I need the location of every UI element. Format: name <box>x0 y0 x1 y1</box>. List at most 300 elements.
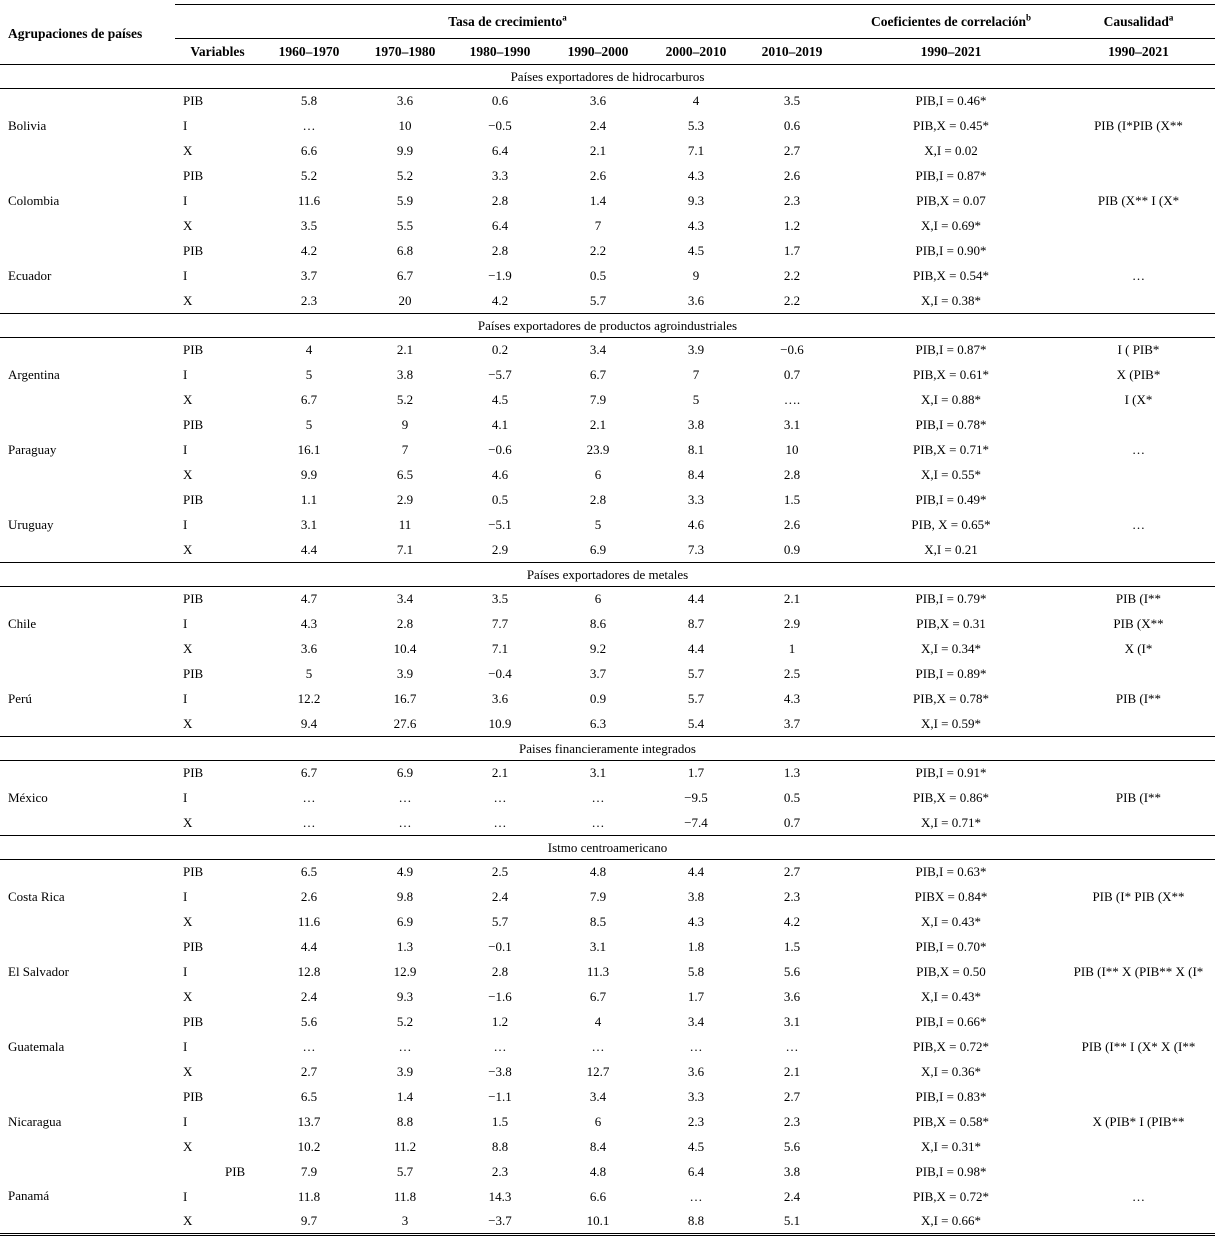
causality-value <box>1062 712 1215 737</box>
growth-value: 2.1 <box>783 591 801 607</box>
growth-value: 0.7 <box>783 367 801 382</box>
growth-value: 3.8 <box>783 1164 801 1179</box>
causality-value: I (X* <box>1124 392 1153 407</box>
growth-value: 6.7 <box>300 392 318 407</box>
growth-value: 14.3 <box>488 1189 512 1204</box>
correlation-value: PIB,X = 0.78* <box>913 691 989 706</box>
correlation-value: PIB,I = 0.63* <box>915 864 987 880</box>
data-row <box>0 1110 1215 1135</box>
variable-cell: PIB <box>225 1164 246 1179</box>
data-row <box>0 612 1215 637</box>
column-header-countries: Agrupaciones de países <box>8 26 143 42</box>
correlation-value: PIB,X = 0.50 <box>916 964 986 979</box>
correlation-value: PIB,X = 0.61* <box>913 367 989 382</box>
growth-value: 5.2 <box>396 1014 414 1029</box>
causality-value <box>1062 164 1215 189</box>
correlation-value: PIB,X = 0.86* <box>913 790 989 805</box>
growth-value: 8.6 <box>589 616 607 631</box>
growth-value: 5.5 <box>396 218 414 233</box>
variable-cell: X <box>183 914 193 929</box>
section-title: Países exportadores de hidrocarburos <box>0 65 1215 89</box>
growth-value: 9 <box>401 417 409 432</box>
growth-value: 5.9 <box>396 193 414 208</box>
growth-value: 7.9 <box>589 889 607 904</box>
growth-value: 5.8 <box>687 964 705 979</box>
correlation-value: PIB,X = 0.72* <box>913 1039 989 1054</box>
growth-value: … <box>785 1039 799 1054</box>
growth-value: 1.2 <box>783 218 801 233</box>
growth-value: 7.1 <box>491 641 509 656</box>
growth-value: 2.9 <box>491 541 509 557</box>
growth-value: 5.2 <box>396 392 414 407</box>
growth-value: 3.7 <box>783 715 801 731</box>
growth-value: 6 <box>594 467 602 482</box>
growth-value: 6.9 <box>589 541 607 557</box>
causality-value <box>1062 239 1215 264</box>
causality-value <box>1062 139 1215 164</box>
growth-value: 5.8 <box>300 93 318 109</box>
country-name: Colombia <box>8 193 60 208</box>
causality-value: I ( PIB* <box>1117 342 1160 358</box>
growth-value: 3.3 <box>687 1089 705 1104</box>
growth-value: 10.4 <box>393 641 417 656</box>
growth-value: 6 <box>594 1114 602 1129</box>
correlation-value: X,I = 0.88* <box>920 392 982 407</box>
data-row <box>0 214 1215 239</box>
growth-value: 3.4 <box>589 342 607 358</box>
correlation-value: PIB,I = 0.87* <box>915 342 987 358</box>
growth-value: 10.9 <box>488 715 512 731</box>
growth-value: 9.9 <box>396 143 414 158</box>
growth-value: 4.4 <box>300 939 318 954</box>
growth-value: −9.5 <box>684 790 708 805</box>
growth-value: 6.4 <box>491 143 509 158</box>
growth-value: … <box>689 1189 703 1204</box>
variable-cell: X <box>183 218 193 233</box>
growth-value: 3.6 <box>687 292 705 308</box>
causality-value <box>1062 662 1215 687</box>
growth-value: 6 <box>594 591 602 607</box>
growth-value: 11.8 <box>297 1189 321 1204</box>
variable-cell: X <box>183 143 193 158</box>
growth-value: 11.8 <box>393 1189 417 1204</box>
growth-value: 3.4 <box>396 591 414 607</box>
variable-cell: X <box>183 715 193 731</box>
growth-value: 5.6 <box>300 1014 318 1029</box>
variable-cell: PIB <box>183 93 204 109</box>
growth-value: 1.7 <box>687 989 705 1004</box>
growth-value: 10.1 <box>586 1213 610 1229</box>
growth-value: 0.9 <box>589 691 607 706</box>
growth-value: 9.7 <box>300 1213 318 1229</box>
growth-value: 4 <box>594 1014 602 1029</box>
growth-value: 3.3 <box>687 492 705 507</box>
growth-value: 0.5 <box>491 492 509 507</box>
country-name: El Salvador <box>8 964 70 979</box>
growth-value: −0.4 <box>488 666 512 681</box>
growth-value: … <box>591 1039 605 1054</box>
data-row <box>0 1035 1215 1060</box>
variable-cell: I <box>183 889 188 904</box>
variable-cell: I <box>183 1114 188 1129</box>
country-name: Nicaragua <box>8 1114 62 1129</box>
growth-value: 4.6 <box>687 517 705 532</box>
growth-value: 5.7 <box>589 292 607 308</box>
table-body <box>0 65 1215 1235</box>
causality-footnote-marker: a <box>1168 12 1174 22</box>
growth-value: −5.1 <box>488 517 512 532</box>
variable-cell: X <box>183 541 193 557</box>
growth-value: 6.7 <box>589 367 607 382</box>
growth-value: 2.9 <box>396 492 414 507</box>
growth-value: 27.6 <box>393 715 417 731</box>
growth-value: 12.7 <box>586 1064 610 1079</box>
growth-value: 2.3 <box>491 1164 509 1179</box>
growth-value: 4.4 <box>300 541 318 557</box>
growth-value: 4.4 <box>687 864 705 880</box>
growth-value: 11.6 <box>297 914 321 929</box>
correlation-value: PIB,I = 0.90* <box>915 243 987 258</box>
growth-value: 6.4 <box>687 1164 705 1179</box>
growth-value: 1.5 <box>491 1114 509 1129</box>
growth-value: 1.2 <box>491 1014 509 1029</box>
correlation-value: PIB,I = 0.46* <box>915 93 987 109</box>
growth-value: 5.7 <box>687 691 705 706</box>
growth-value: 2.8 <box>396 616 414 631</box>
growth-value: −1.9 <box>488 268 512 283</box>
growth-value: … <box>302 790 316 805</box>
column-header-1970-1980: 1970–1980 <box>358 39 452 65</box>
causality-value: PIB (I* PIB (X** <box>1092 889 1185 904</box>
data-row <box>0 1135 1215 1160</box>
data-row <box>0 1160 1215 1185</box>
section-title: Países exportadores de metales <box>0 563 1215 587</box>
growth-value: 8.8 <box>687 1213 705 1229</box>
variable-cell: PIB <box>183 417 204 432</box>
variable-cell: X <box>183 641 193 656</box>
section-row <box>0 65 1215 89</box>
correlation-value: PIB,X = 0.45* <box>913 118 989 133</box>
growth-value: 5 <box>305 367 313 382</box>
correlation-value: X,I = 0.38* <box>920 292 982 308</box>
growth-value: 4.4 <box>687 641 705 656</box>
section-title: Paises financieramente integrados <box>0 737 1215 761</box>
growth-value: 5.4 <box>687 715 705 731</box>
growth-value: 3.4 <box>687 1014 705 1029</box>
growth-value: 4.9 <box>396 864 414 880</box>
growth-value: 9.8 <box>396 889 414 904</box>
correlation-value: PIB,I = 0.91* <box>915 765 987 781</box>
growth-value: 8.4 <box>589 1139 607 1154</box>
correlation-value: X,I = 0.66* <box>920 1213 982 1229</box>
variable-cell: X <box>183 989 193 1004</box>
causality-value <box>1062 488 1215 513</box>
growth-value: 1.7 <box>687 765 705 781</box>
growth-value: 6.4 <box>491 218 509 233</box>
data-row <box>0 338 1215 363</box>
variable-cell: X <box>183 1139 193 1154</box>
section-row <box>0 737 1215 761</box>
growth-value: 5.7 <box>396 1164 414 1179</box>
growth-value: 1.4 <box>589 193 607 208</box>
data-row <box>0 935 1215 960</box>
growth-value: 0.5 <box>589 268 607 283</box>
growth-value: 2.6 <box>300 889 318 904</box>
growth-value: 3.1 <box>783 1014 801 1029</box>
data-row <box>0 89 1215 114</box>
growth-value: 1.5 <box>783 939 801 954</box>
growth-value: 5 <box>692 392 700 407</box>
growth-value: 12.8 <box>297 964 321 979</box>
growth-value: 2.1 <box>589 143 607 158</box>
causality-value: PIB (I** <box>1115 790 1162 805</box>
column-header-1980-1990: 1980–1990 <box>452 39 548 65</box>
growth-value: 8.7 <box>687 616 705 631</box>
correlation-value: PIB,X = 0.58* <box>913 1114 989 1129</box>
growth-value: 4.3 <box>300 616 318 631</box>
variable-cell: X <box>183 292 193 308</box>
growth-value: 6.6 <box>300 143 318 158</box>
growth-value: −1.6 <box>488 989 512 1004</box>
growth-value: 4.8 <box>589 1164 607 1179</box>
data-row <box>0 1085 1215 1110</box>
growth-value: 8.5 <box>589 914 607 929</box>
column-group-correlation <box>840 5 1062 39</box>
causality-value <box>1062 463 1215 488</box>
growth-value: … <box>398 1039 412 1054</box>
data-row <box>0 687 1215 712</box>
growth-value: 2.8 <box>491 193 509 208</box>
growth-value: 3.8 <box>687 889 705 904</box>
data-row <box>0 761 1215 786</box>
growth-value: −0.1 <box>488 939 512 954</box>
variable-cell: PIB <box>183 864 204 880</box>
growth-value: 2.8 <box>491 964 509 979</box>
causality-value: … <box>1132 517 1145 532</box>
section-title: Países exportadores de productos agroindustriales <box>0 314 1215 338</box>
column-header-correlation-period: 1990–2021 <box>840 39 1062 65</box>
growth-value: 2.5 <box>783 666 801 681</box>
data-row <box>0 538 1215 563</box>
correlation-value: PIB,X = 0.31 <box>916 616 986 631</box>
growth-value: 6.8 <box>396 243 414 258</box>
variable-cell: I <box>183 442 188 457</box>
growth-value: 7.1 <box>687 143 705 158</box>
growth-value: 11.3 <box>586 964 610 979</box>
correlation-value: X,I = 0.31* <box>920 1139 982 1154</box>
growth-value: … <box>302 814 316 830</box>
growth-value: 3.6 <box>589 93 607 109</box>
correlation-value: X,I = 0.43* <box>920 914 982 929</box>
causality-value: … <box>1132 268 1145 283</box>
data-row <box>0 637 1215 662</box>
growth-value: … <box>493 814 507 830</box>
growth-value: 5.2 <box>300 168 318 183</box>
growth-value: 2.6 <box>589 168 607 183</box>
growth-value: 9.9 <box>300 467 318 482</box>
growth-value: 11 <box>398 517 412 532</box>
growth-value: 4.1 <box>491 417 509 432</box>
data-row <box>0 488 1215 513</box>
correlation-value: PIB,I = 0.79* <box>915 591 987 607</box>
growth-value: 2.1 <box>589 417 607 432</box>
growth-value: 11.2 <box>393 1139 417 1154</box>
variable-cell: PIB <box>183 666 204 681</box>
country-name: Guatemala <box>8 1039 65 1054</box>
growth-value: 0.2 <box>491 342 509 358</box>
growth-value: −0.6 <box>780 342 804 358</box>
growth-value: … <box>591 790 605 805</box>
causality-value <box>1062 935 1215 960</box>
growth-value: 7.3 <box>687 541 705 557</box>
variable-cell: I <box>183 118 188 133</box>
data-row <box>0 413 1215 438</box>
growth-value: 7.7 <box>491 616 509 631</box>
causality-value <box>1062 811 1215 836</box>
growth-value: 5.2 <box>396 168 414 183</box>
growth-value: 1.1 <box>300 492 318 507</box>
variable-cell: I <box>183 268 188 283</box>
data-row <box>0 885 1215 910</box>
growth-value: 5.3 <box>687 118 705 133</box>
growth-value: −0.5 <box>488 118 512 133</box>
variable-cell: PIB <box>183 492 204 507</box>
growth-value: 4.7 <box>300 591 318 607</box>
growth-value: 3.6 <box>396 93 414 109</box>
section-row <box>0 563 1215 587</box>
growth-value: 0.5 <box>783 790 801 805</box>
growth-value: 4.6 <box>491 467 509 482</box>
country-name: Argentina <box>8 367 60 383</box>
growth-value: 2.1 <box>396 342 414 358</box>
growth-value: 3.1 <box>300 517 318 532</box>
country-name: Costa Rica <box>8 889 65 905</box>
growth-value: −3.7 <box>488 1213 512 1229</box>
growth-value: … <box>398 814 412 830</box>
growth-value: 2.2 <box>783 268 801 283</box>
data-row <box>0 239 1215 264</box>
column-group-causality <box>1062 5 1215 39</box>
growth-value: 3 <box>401 1213 409 1229</box>
variable-cell: X <box>183 1213 193 1229</box>
growth-value: 9.3 <box>687 193 705 208</box>
growth-value: 5 <box>594 517 602 532</box>
results-table <box>0 4 1215 1236</box>
growth-value: 10.2 <box>297 1139 321 1154</box>
variable-cell: I <box>183 367 188 382</box>
causality-value <box>1062 1160 1215 1185</box>
data-row <box>0 139 1215 164</box>
growth-value: 2.6 <box>783 517 801 532</box>
column-group-growth <box>175 5 840 39</box>
causality-value <box>1062 910 1215 935</box>
causality-value <box>1062 538 1215 563</box>
growth-value: 2.9 <box>783 616 801 631</box>
growth-value: 2.3 <box>687 1114 705 1129</box>
growth-value: 3.6 <box>783 989 801 1004</box>
growth-value: 4.2 <box>300 243 318 258</box>
growth-value: … <box>591 814 605 830</box>
growth-value: 6.3 <box>589 715 607 731</box>
data-row <box>0 264 1215 289</box>
correlation-footnote-marker: b <box>1025 12 1031 22</box>
growth-value: 10 <box>785 442 799 457</box>
growth-value: 2.3 <box>783 1114 801 1129</box>
correlation-value: PIB,I = 0.49* <box>915 492 987 507</box>
growth-value: 1.3 <box>396 939 414 954</box>
growth-value: 2.4 <box>589 118 607 133</box>
growth-value: … <box>493 1039 507 1054</box>
growth-value: 5.1 <box>783 1213 801 1229</box>
correlation-value: X,I = 0.34* <box>920 641 982 656</box>
correlation-value: X,I = 0.21 <box>924 541 978 557</box>
data-row <box>0 189 1215 214</box>
growth-value: 1 <box>788 641 796 656</box>
growth-value: 4.5 <box>687 243 705 258</box>
correlation-value: X,I = 0.36* <box>920 1064 982 1079</box>
growth-value: 2.2 <box>589 243 607 258</box>
growth-value: … <box>493 790 507 805</box>
growth-value: 3.6 <box>687 1064 705 1079</box>
growth-value: 2.5 <box>491 864 509 880</box>
variable-cell: PIB <box>183 591 204 607</box>
country-name: Uruguay <box>8 516 54 532</box>
growth-value: 23.9 <box>586 442 610 457</box>
variable-cell: X <box>183 1064 193 1079</box>
growth-value: 9 <box>692 268 700 283</box>
growth-value: 3.4 <box>589 1089 607 1104</box>
causality-value <box>1062 985 1215 1010</box>
growth-value: 0.7 <box>783 814 801 830</box>
growth-value: 3.7 <box>300 268 318 283</box>
growth-footnote-marker: a <box>562 12 567 22</box>
causality-value: PIB (I*PIB (X** <box>1094 118 1183 133</box>
causality-value: PIB (I** <box>1115 691 1162 706</box>
growth-value: 6.7 <box>396 268 414 283</box>
causality-value <box>1062 1210 1215 1235</box>
variable-cell: PIB <box>183 168 204 183</box>
growth-value: 2.8 <box>783 467 801 482</box>
growth-value: 7 <box>401 442 409 457</box>
growth-value: 10 <box>398 118 412 133</box>
growth-value: 6.7 <box>589 989 607 1004</box>
growth-value: 4.4 <box>687 591 705 607</box>
variable-cell: I <box>183 517 188 532</box>
variable-cell: X <box>183 814 193 830</box>
causality-value: PIB (I** <box>1115 591 1162 607</box>
growth-value: 3.1 <box>589 939 607 954</box>
growth-value: 4.5 <box>491 392 509 407</box>
data-row <box>0 1185 1215 1210</box>
causality-value <box>1062 1060 1215 1085</box>
section-row <box>0 314 1215 338</box>
growth-value: 3.6 <box>491 691 509 706</box>
correlation-value: PIB,I = 0.83* <box>915 1089 987 1104</box>
growth-value: 5.7 <box>687 666 705 681</box>
growth-value: 4.2 <box>491 292 509 308</box>
growth-value: 0.9 <box>783 541 801 557</box>
growth-value: 6.9 <box>396 914 414 929</box>
data-row <box>0 712 1215 737</box>
variable-cell: PIB <box>183 243 204 258</box>
growth-value: 6.7 <box>300 765 318 781</box>
growth-value: 13.7 <box>297 1114 321 1129</box>
data-row <box>0 860 1215 885</box>
growth-value: 2.4 <box>300 989 318 1004</box>
growth-value: 6.9 <box>396 765 414 781</box>
growth-value: 3.8 <box>396 367 414 382</box>
growth-value: 5 <box>305 666 313 681</box>
